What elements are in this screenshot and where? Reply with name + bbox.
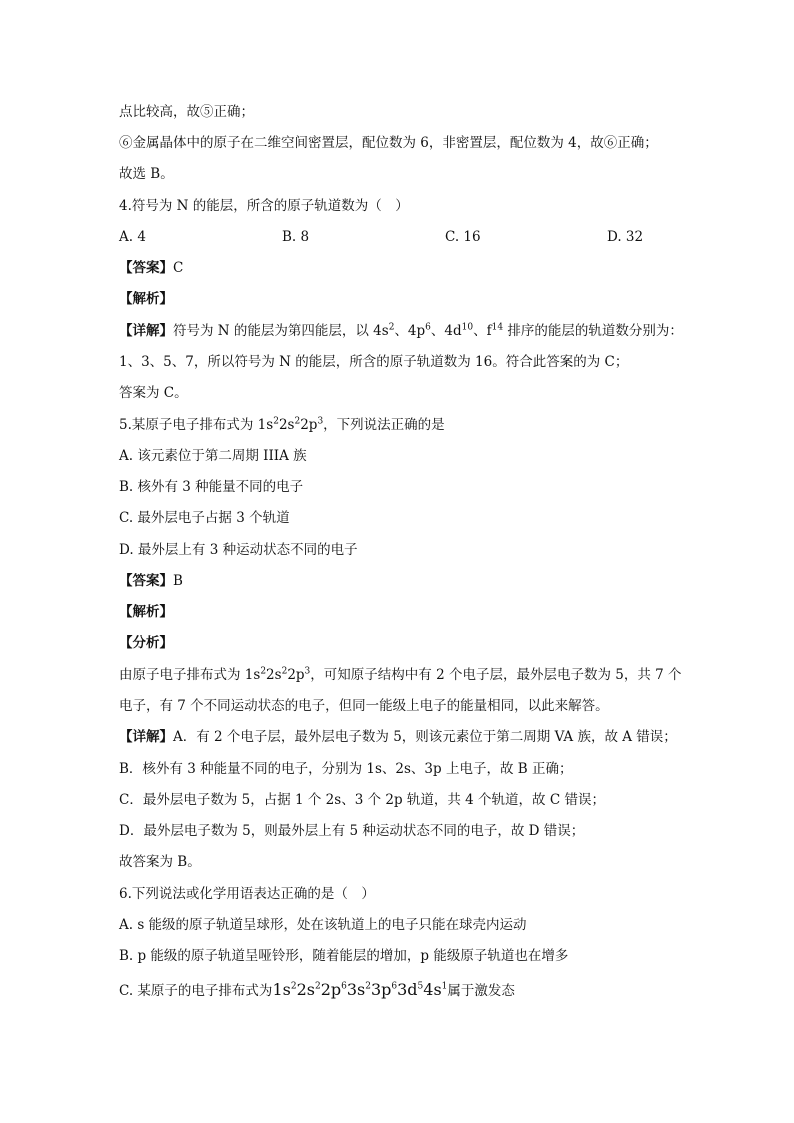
sup: 1: [441, 981, 448, 992]
option-c: C. 最外层电子占据 3 个轨道: [119, 510, 290, 526]
answer-line: [119, 259, 183, 277]
sup: 2: [314, 981, 321, 992]
f: 1s: [272, 980, 291, 999]
sup: 2: [388, 322, 395, 333]
option-a: A. 该元素位于第二周期 IIIA 族: [119, 448, 307, 464]
sup: 10: [461, 322, 474, 333]
sup: 6: [391, 981, 398, 992]
text: ，下列说法正确的是: [323, 417, 445, 433]
detail-line: [119, 322, 683, 340]
detail-tag: 【详解】: [119, 729, 173, 745]
text: A．有 2 个电子层，最外层电子数为 5，则该元素位于第二周期 VA 族，故 A 错误；: [173, 729, 677, 745]
text: 2s: [278, 417, 295, 433]
text: 、4p: [394, 323, 426, 339]
text: 2s: [266, 667, 282, 683]
sup: 3: [317, 416, 324, 427]
answer-line: [119, 572, 183, 590]
option-b: B. 核外有 3 种能量不同的电子: [119, 479, 304, 495]
f: 2p: [320, 980, 342, 999]
text: 、4d: [430, 323, 462, 339]
analysis-tag: 【解析】: [119, 291, 173, 307]
sup: 6: [341, 981, 347, 992]
text: 排序的能层的轨道数分别为：: [503, 323, 683, 339]
question-6: 6.下列说法或化学用语表达正确的是（ ）: [119, 886, 375, 902]
option-d: D. 32: [607, 229, 644, 245]
f: 3d: [397, 980, 418, 999]
text: 属于激发态: [447, 983, 515, 999]
text-line: 点比较高，故⑤正确；: [119, 104, 254, 120]
analysis-tag: 【解析】: [119, 604, 173, 620]
sup: 6: [425, 322, 431, 333]
reasoning-tag: 【分析】: [119, 635, 173, 651]
text: ，可知原子结构中有 2 个电子层，最外层电子数为 5，共 7 个: [310, 667, 682, 683]
question-4: 4.符号为 N 的能层，所含的原子轨道数为（ ）: [119, 198, 409, 214]
f: 2s: [296, 980, 315, 999]
text-line: B．核外有 3 种能量不同的电子，分别为 1s、2s、3p 上电子，故 B 正确；: [119, 761, 573, 777]
text: 2p: [287, 667, 305, 683]
f: 3s: [346, 980, 366, 999]
sup: 2: [290, 981, 297, 992]
text: 2p: [300, 417, 318, 433]
text-line: 故选 B。: [119, 166, 174, 182]
sup: 2: [365, 981, 371, 992]
detail-line: [119, 728, 677, 746]
text-line: C．最外层电子数为 5，占据 1 个 2s、3 个 2p 轨道，共 4 个轨道，故 C 错误；: [119, 792, 605, 808]
sup: 2: [281, 666, 288, 677]
text: 、f: [473, 323, 492, 339]
answer-tag: 【答案】: [119, 260, 173, 276]
text: 由原子电子排布式为 1s: [119, 667, 261, 683]
option-b: B. p 能级的原子轨道呈哑铃形，随着能层的增加，p 能级原子轨道也在增多: [119, 948, 569, 964]
text: 5.某原子电子排布式为 1s: [119, 417, 274, 433]
f: 4s: [423, 980, 442, 999]
option-a: A. 4: [119, 229, 146, 245]
question-5: [119, 416, 445, 434]
answer-tag: 【答案】: [119, 573, 173, 589]
formula: [272, 980, 447, 999]
answer-value: C: [173, 260, 184, 276]
sup: 2: [260, 666, 267, 677]
text-line: 电子，有 7 个不同运动状态的电子，但同一能级上电子的能量相同，以此来解答。: [119, 698, 609, 714]
text-line: [119, 666, 682, 684]
text-line: 答案为 C。: [119, 385, 188, 401]
text-line: ⑥金属晶体中的原子在二维空间密置层，配位数为 6，非密置层，配位数为 4，故⑥正确；: [119, 135, 658, 151]
f: 3p: [370, 980, 392, 999]
answer-value: B: [173, 573, 183, 589]
text: 符号为 N 的能层为第四能层，以 4s: [173, 323, 389, 339]
sup: 2: [294, 416, 301, 427]
detail-tag: 【详解】: [119, 323, 173, 339]
option-c: C. 16: [445, 229, 481, 245]
option-b: B. 8: [282, 229, 310, 245]
text-line: D．最外层电子数为 5，则最外层上有 5 种运动状态不同的电子，故 D 错误；: [119, 823, 585, 839]
sup: 14: [491, 322, 504, 333]
sup: 5: [417, 981, 424, 992]
option-d: D. 最外层上有 3 种运动状态不同的电子: [119, 542, 358, 558]
text: C. 某原子的电子排布式为: [119, 983, 273, 999]
option-c: [119, 981, 515, 1000]
text-line: 故答案为 B。: [119, 854, 201, 870]
text-line: 1、3、5、7，所以符号为 N 的能层，所含的原子轨道数为 16。符合此答案的为 C；: [119, 354, 629, 370]
sup: 3: [304, 666, 311, 677]
option-a: A. s 能级的原子轨道呈球形，处在该轨道上的电子只能在球壳内运动: [119, 917, 527, 933]
sup: 2: [273, 416, 279, 427]
